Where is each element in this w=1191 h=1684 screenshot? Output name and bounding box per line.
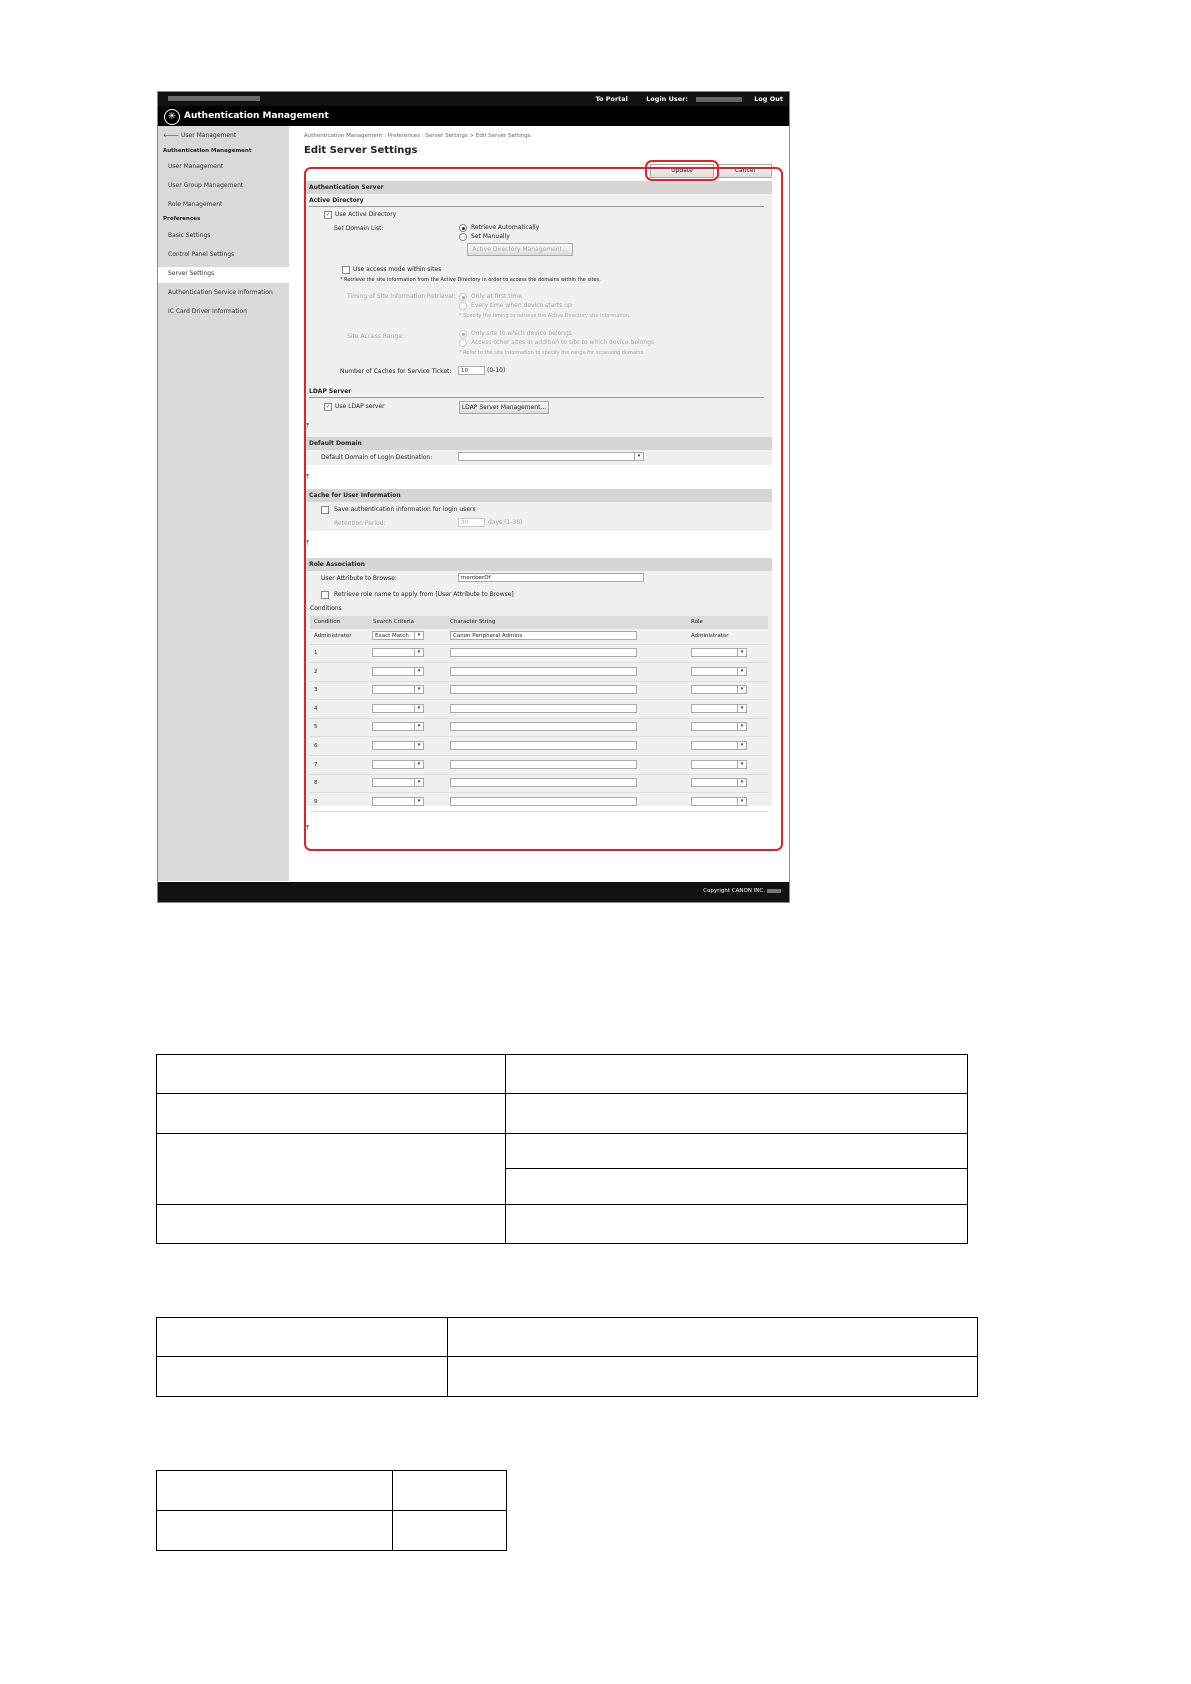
table-row [157, 1511, 507, 1551]
row-number: 5 [314, 724, 318, 731]
default-domain-label: Default Domain of Login Destination: [321, 454, 433, 461]
table-cell [506, 1134, 968, 1169]
row-number: 7 [314, 761, 318, 768]
to-top-icon[interactable]: ⤒ [306, 473, 310, 481]
site-other-label: Access other sites in addition to site to which device belongs [471, 339, 655, 346]
sidebar-section-preferences: Preferences [163, 216, 201, 222]
table-row [157, 1134, 968, 1169]
sidebar-item-user-group-management[interactable]: User Group Management [168, 182, 244, 189]
sidebar-item-server-settings[interactable]: Server Settings [168, 270, 215, 277]
login-user-text: Login User: [646, 95, 688, 103]
retrieve-auto-label: Retrieve Automatically [471, 224, 540, 231]
col-role: Role [691, 619, 703, 625]
table-cell [506, 1094, 968, 1134]
username-redacted [696, 97, 742, 102]
chevron-down-icon: ▾ [414, 632, 423, 639]
col-character-string: Character String [450, 619, 496, 625]
table-cell [157, 1205, 506, 1244]
chevron-down-icon: ▾ [737, 798, 746, 805]
chevron-down-icon: ▾ [414, 742, 423, 749]
use-ad-label: Use Active Directory [335, 211, 397, 218]
retrieve-note: * Retrieve the site information from the Active Directory in order to access the domains within the sites. [340, 277, 601, 283]
update-button[interactable]: Update [650, 164, 714, 178]
sidebar-item-basic-settings[interactable]: Basic Settings [168, 232, 211, 239]
top-bar [158, 92, 789, 106]
table-cell [157, 1134, 506, 1205]
ldap-header: LDAP Server [309, 388, 764, 398]
chevron-down-icon: ▾ [737, 705, 746, 712]
chevron-down-icon: ▾ [414, 779, 423, 786]
active-directory-header: Active Directory [309, 197, 764, 207]
table-cell [506, 1169, 968, 1205]
retention-label: Retention Period: [334, 520, 386, 527]
table-cell [448, 1357, 978, 1397]
to-top-icon[interactable]: ⤒ [306, 539, 310, 547]
cache-header: Cache for User Information [306, 489, 772, 502]
empty-table-1 [156, 1054, 968, 1244]
table-row [157, 1205, 968, 1244]
back-arrow-icon: 🡐 [163, 132, 180, 139]
attr-input[interactable]: memberOf [458, 573, 644, 582]
sidebar-section-auth: Authentication Management [163, 148, 252, 154]
page-title: Edit Server Settings [304, 145, 418, 156]
chevron-down-icon: ▾ [737, 723, 746, 730]
caches-input[interactable]: 10 [458, 366, 485, 375]
footer [158, 882, 789, 902]
app-screenshot [157, 91, 790, 903]
table-cell [157, 1318, 448, 1357]
conditions-label: Conditions [310, 605, 342, 612]
chevron-down-icon: ▾ [414, 686, 423, 693]
sidebar-item-control-panel-settings[interactable]: Control Panel Settings [168, 251, 235, 258]
chevron-down-icon: ▾ [634, 453, 643, 460]
device-name-redacted [168, 96, 260, 101]
table-cell [157, 1055, 506, 1094]
table-cell [393, 1471, 507, 1511]
chevron-down-icon: ▾ [414, 705, 423, 712]
table-cell [157, 1094, 506, 1134]
sidebar-back-label: User Management [181, 132, 237, 139]
table-row [157, 1357, 978, 1397]
table-cell [157, 1471, 393, 1511]
save-auth-label: Save authentication information for login users [334, 506, 476, 513]
criteria-value: Exact Match [375, 633, 409, 639]
site-only-label: Only site to which device belongs [471, 330, 572, 337]
table-cell [506, 1055, 968, 1094]
set-domain-list-label: Set Domain List: [334, 225, 384, 232]
caches-range: (0-10) [487, 367, 506, 374]
chevron-down-icon: ▾ [737, 668, 746, 675]
table-row [157, 1055, 968, 1094]
table-cell [448, 1318, 978, 1357]
timing-note: * Specify the timing to retrieve the Active Directory site information. [459, 313, 631, 319]
copyright [703, 888, 781, 894]
table-cell [393, 1511, 507, 1551]
chevron-down-icon: ▾ [737, 686, 746, 693]
row-number: 3 [314, 687, 318, 694]
attr-label: User Attribute to Browse: [321, 575, 397, 582]
table-cell [157, 1357, 448, 1397]
row-condition: Administrator [314, 633, 352, 639]
role-header: Role Association [306, 558, 772, 571]
col-search-criteria: Search Criteria [373, 619, 414, 625]
chevron-down-icon: ▾ [414, 668, 423, 675]
row-number: 9 [314, 798, 318, 805]
site-range-label: Site Access Range: [347, 333, 404, 340]
retention-unit: days (1-30) [488, 519, 523, 526]
app-title: Authentication Management [184, 111, 329, 121]
app-header [158, 106, 789, 126]
row-number: 6 [314, 743, 318, 749]
use-ad-checkbox[interactable]: ✓ [325, 212, 331, 218]
sidebar [158, 126, 289, 881]
app-logo-icon: ✳ [164, 109, 180, 125]
row-number: 4 [314, 705, 318, 712]
col-condition: Condition [314, 619, 341, 625]
row-number: 2 [314, 668, 318, 675]
sidebar-back-link[interactable] [163, 132, 236, 139]
to-top-icon[interactable]: ⤒ [306, 824, 310, 832]
use-ldap-label: Use LDAP server [335, 403, 385, 410]
chevron-down-icon: ▾ [414, 798, 423, 805]
row-number: 8 [314, 780, 318, 787]
chevron-down-icon: ▾ [737, 761, 746, 768]
sidebar-item-user-management[interactable]: User Management [168, 163, 224, 170]
set-manually-label: Set Manually [471, 233, 510, 240]
table-row [157, 1471, 507, 1511]
use-access-mode-label: Use access mode within sites [353, 266, 442, 273]
table-cell [157, 1511, 393, 1551]
timing-first-label: Only at first time [471, 293, 522, 300]
chevron-down-icon: ▾ [414, 761, 423, 768]
cancel-button[interactable]: Cancel [718, 164, 772, 178]
table-row [157, 1318, 978, 1357]
edit-area-highlight [304, 167, 783, 851]
site-note: * Refer to the site information to specify the range for accessing domains. [459, 350, 645, 356]
table-row [157, 1094, 968, 1134]
to-portal-link[interactable]: To Portal [595, 95, 628, 103]
retention-input[interactable]: 30 [458, 518, 485, 527]
domain-management-button[interactable]: Active Directory Management... [467, 243, 573, 256]
chevron-down-icon: ▾ [414, 649, 423, 656]
caches-label: Number of Caches for Service Ticket: [340, 368, 452, 375]
breadcrumb: Authentication Management : Preferences : Server Settings > Edit Server Settings [304, 133, 531, 139]
chevron-down-icon: ▾ [737, 649, 746, 656]
table-cell [506, 1205, 968, 1244]
ldap-management-button[interactable]: LDAP Server Management... [459, 401, 549, 414]
chevron-down-icon: ▾ [414, 723, 423, 730]
sidebar-item-ic-card-driver-info[interactable]: IC Card Driver Information [168, 308, 247, 315]
use-ldap-checkbox[interactable]: ✓ [325, 404, 331, 410]
default-domain-header: Default Domain [306, 437, 772, 450]
copyright-year-redacted [767, 889, 781, 893]
log-out-link[interactable]: Log Out [754, 95, 783, 103]
string-input[interactable]: Canon Peripheral Admins [450, 631, 637, 640]
row-role: Administrator [691, 633, 729, 639]
sidebar-item-role-management[interactable]: Role Management [168, 201, 223, 208]
timing-label: Timing of Site Information Retrieval: [347, 293, 456, 300]
login-user-label [638, 95, 744, 103]
auth-server-header: Authentication Server [306, 181, 772, 194]
timing-every-label: Every time when device starts up [471, 302, 572, 309]
sidebar-item-auth-service-info[interactable]: Authentication Service Information [168, 289, 273, 296]
retrieve-role-label: Retrieve role name to apply from [User Attribute to Browse] [334, 591, 514, 598]
copyright-text: Copyright CANON INC. [703, 888, 765, 894]
chevron-down-icon: ▾ [737, 742, 746, 749]
row-number: 1 [314, 650, 318, 656]
empty-table-3 [156, 1470, 507, 1551]
chevron-down-icon: ▾ [737, 779, 746, 786]
to-top-icon[interactable]: ⤒ [306, 422, 310, 430]
empty-table-2 [156, 1317, 978, 1397]
